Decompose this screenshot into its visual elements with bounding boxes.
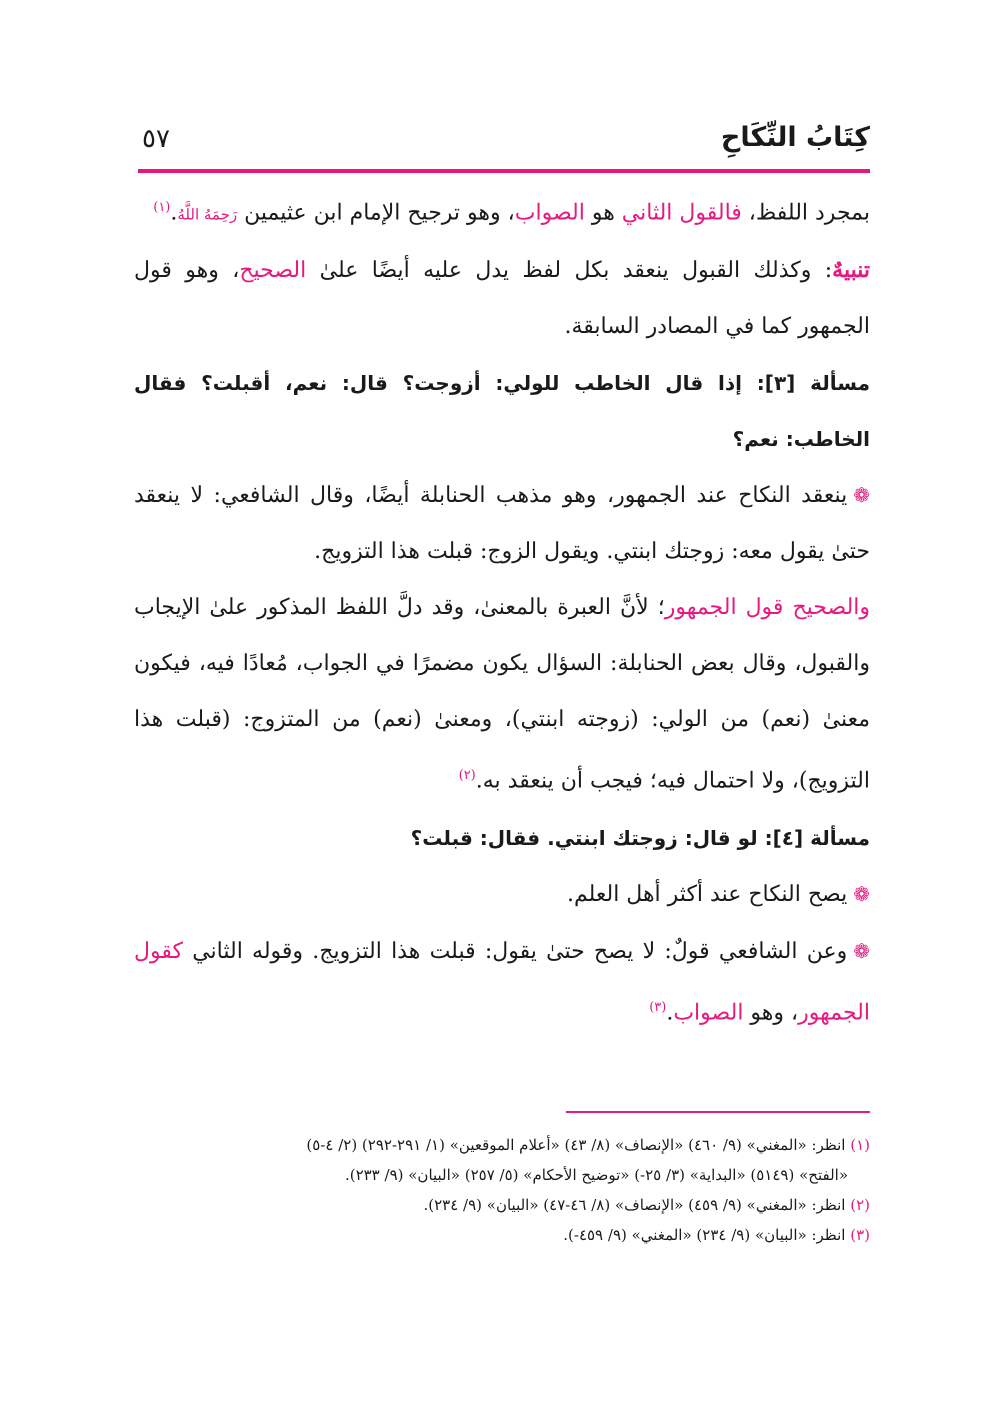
text-run: يصح النكاح عند أكثر أهل العلم. xyxy=(566,881,848,907)
text-run: بمجرد اللفظ، xyxy=(741,200,870,226)
footnote-mark: (٢) xyxy=(850,1196,870,1214)
footnote-3 xyxy=(134,1220,870,1250)
book-title: كِتَابُ النِّكَاحِ xyxy=(720,122,870,153)
footnote-mark: (١) xyxy=(850,1136,870,1154)
footnote-ref-1[interactable]: (١) xyxy=(153,200,171,215)
text-run: . xyxy=(170,200,178,226)
footnote-text: انظر: «المغني» (٩/ ٤٦٠) «الإنصاف» (٨/ ٤٣) «أعلام الموقعين» (١/ ٢٩١-٢٩٢) (٢/ ٤-٥) xyxy=(306,1136,851,1154)
highlight-text: الصواب xyxy=(673,999,744,1025)
issue-heading-4: مسألة [٤]: لو قال: زوجتك ابنتي. فقال: قبلت؟ xyxy=(410,825,870,850)
footnote-2 xyxy=(134,1190,870,1220)
footnote-ref-3[interactable]: (٣) xyxy=(649,999,667,1015)
issue-heading-3: مسألة [٣]: إذا قال الخاطب للولي: أزوجت؟ قال: نعم، أقبلت؟ فقال الخاطب: نعم؟ xyxy=(134,371,870,452)
highlight-text: فالقول الثاني xyxy=(621,200,742,226)
page-header xyxy=(138,122,870,166)
highlight-text: الصحيح xyxy=(239,258,307,284)
flower-bullet-icon: ❁ xyxy=(853,483,870,508)
paragraph-6 xyxy=(134,923,870,1041)
footnote-ref-2[interactable]: (٢) xyxy=(458,768,476,784)
highlight-text: والصحيح قول الجمهور xyxy=(664,595,871,621)
honorific-glyph: رَحِمَهُ اللَّهُ xyxy=(177,205,238,224)
highlight-text: الصواب xyxy=(514,200,585,226)
text-run: ، وهو xyxy=(743,999,799,1025)
footnote-1 xyxy=(134,1130,870,1160)
text-run: وعن الشافعي قولٌ: لا يصح حتىٰ يقول: قبلت هذا التزويج. وقوله الثاني xyxy=(182,938,848,964)
footnote-1-continuation: «الفتح» (٥١٤٩) «البداية» (٣/ ٢٥-) «توضيح الأحكام» (٥/ ٢٥٧) «البيان» (٩/ ٢٣٣). xyxy=(344,1166,848,1184)
main-body xyxy=(134,180,870,1041)
text-run: ، وهو قول الجمهور كما في المصادر السابقة. xyxy=(134,258,870,340)
text-run: هو xyxy=(584,200,622,226)
paragraph-1 xyxy=(134,180,870,242)
text-run: . xyxy=(666,999,674,1025)
footnote-text: انظر: «المغني» (٩/ ٤٥٩) «الإنصاف» (٨/ ٤٦-٤٧) «البيان» (٩/ ٢٣٤). xyxy=(423,1196,851,1214)
paragraph-2 xyxy=(134,242,870,355)
footnotes-section xyxy=(134,1130,870,1250)
header-divider xyxy=(138,169,870,173)
text-run: ، وهو ترجيح الإمام ابن عثيمين xyxy=(237,200,515,226)
flower-bullet-icon: ❁ xyxy=(853,938,870,963)
footnote-text: انظر: «البيان» (٩/ ٢٣٤) «المغني» (٩/ ٤٥٩-). xyxy=(563,1226,851,1244)
page-number: ٥٧ xyxy=(142,124,170,154)
text-run: ؛ لأنَّ العبرة بالمعنىٰ، وقد دلَّ اللفظ المذكور علىٰ الإيجاب والقبول، وقال بعض الحنابلة: السؤال يكون مضمرًا في الجواب، مُعادًا فيه، فيكون معنىٰ (نعم) من الولي: (زوجته ابنتي)، ومعنىٰ (نعم) من المتزوج: (قبلت هذا التزويج)، ولا احتمال فيه؛ فيجب أن ينعقد به. xyxy=(134,595,870,794)
flower-bullet-icon: ❁ xyxy=(853,881,870,906)
footnote-divider xyxy=(566,1111,870,1113)
text-run: ينعقد النكاح عند الجمهور، وهو مذهب الحنابلة أيضًا، وقال الشافعي: لا ينعقد حتىٰ يقول معه: زوجتك ابنتي. ويقول الزوج: قبلت هذا التزويج. xyxy=(134,483,870,565)
note-label: تنبيهٌ xyxy=(832,257,870,284)
text-run: : وكذلك القبول ينعقد بكل لفظ يدل عليه أيضًا علىٰ xyxy=(306,258,833,284)
paragraph-5 xyxy=(134,866,870,923)
paragraph-3 xyxy=(134,467,870,580)
paragraph-4 xyxy=(134,580,870,809)
highlight-text: كقول الجمهور xyxy=(134,938,870,1025)
footnote-mark: (٣) xyxy=(850,1226,870,1244)
